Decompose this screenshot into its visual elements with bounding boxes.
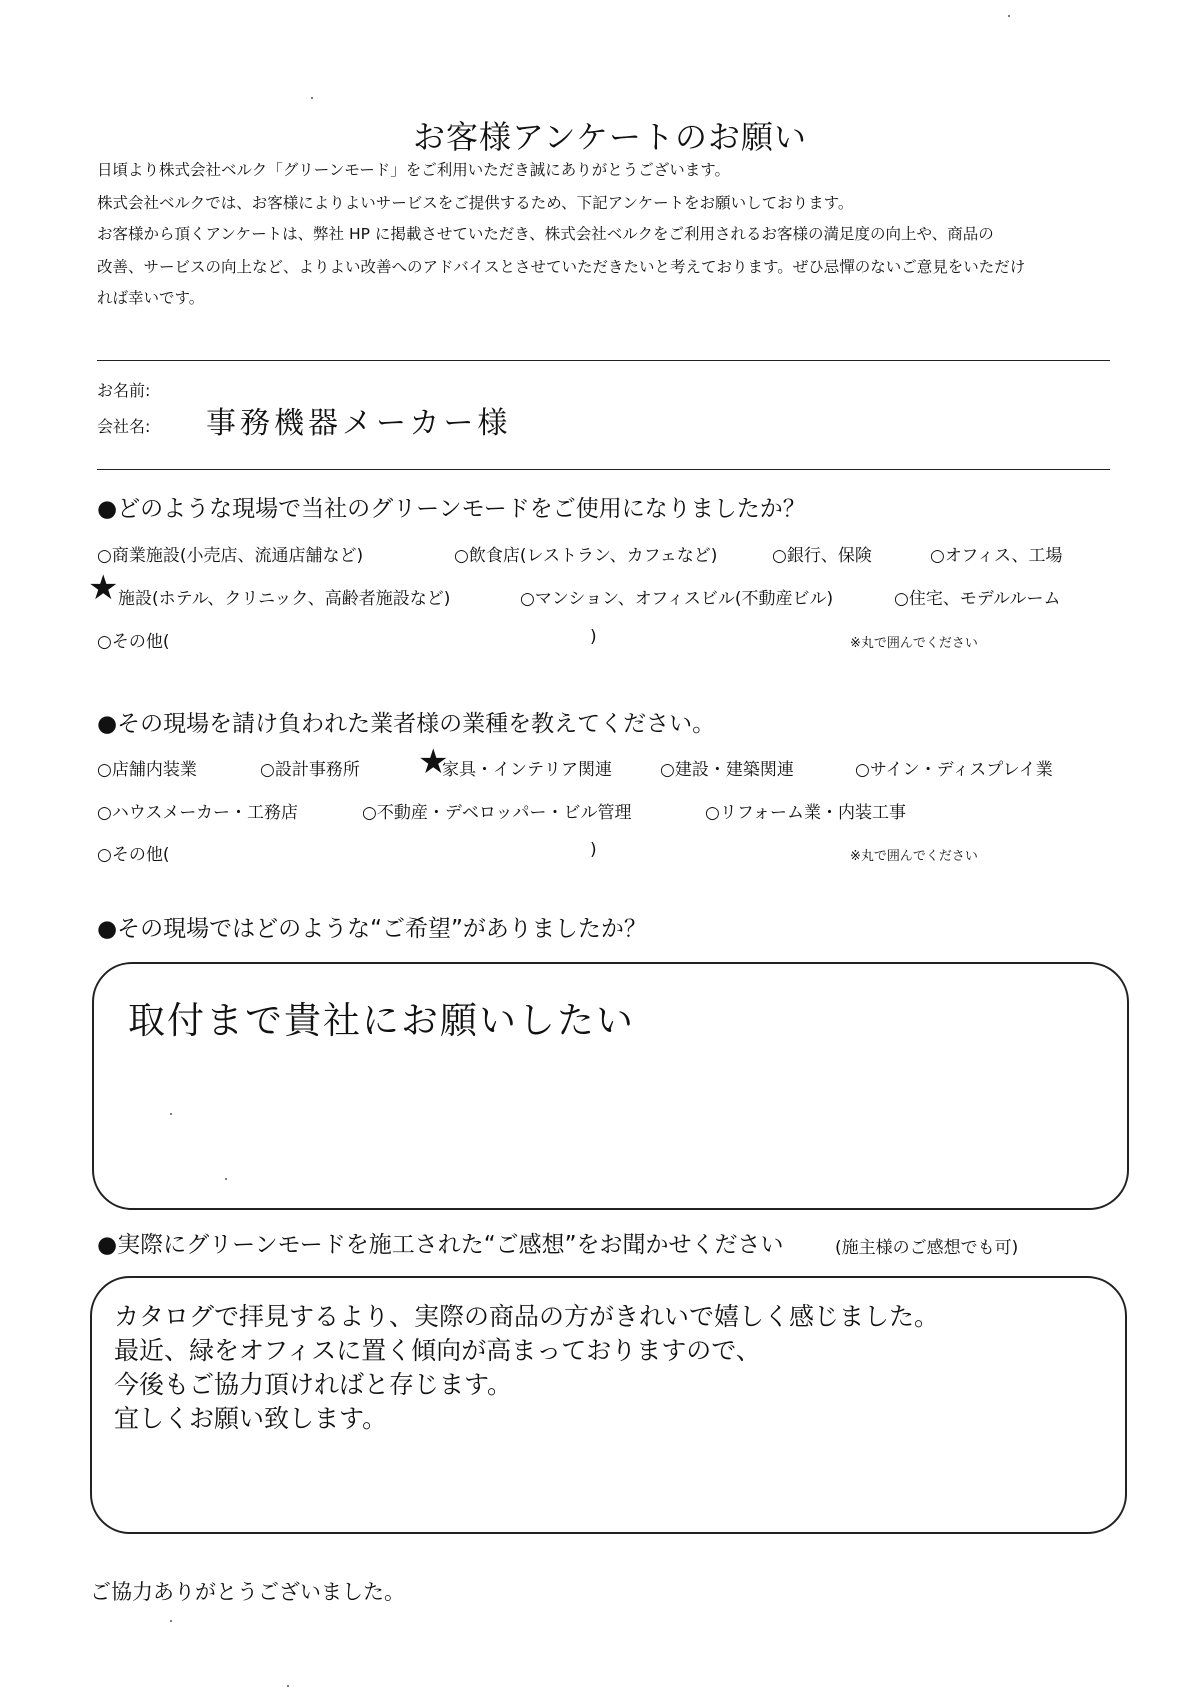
- q1-option-mansion: ○マンション、オフィスビル(不動産ビル): [520, 589, 834, 609]
- q1-option-facility: 施設(ホテル、クリニック、高齢者施設など): [118, 589, 451, 609]
- q2-option-interior-store: ○店舗内装業: [97, 760, 197, 780]
- q1-option-bank: ○銀行、保険: [772, 546, 872, 566]
- scan-speck: [170, 1620, 172, 1622]
- divider-customer: [97, 469, 1110, 470]
- thanks-message: ご協力ありがとうございました。: [90, 1580, 405, 1604]
- company-label: 会社名:: [97, 417, 151, 436]
- q2-option-design-office: ○設計事務所: [260, 760, 360, 780]
- page-title: お客様アンケートのお願い: [412, 118, 808, 156]
- q1-note: ※丸で囲んでください: [850, 636, 978, 651]
- scan-speck: [311, 97, 313, 99]
- divider-top: [97, 360, 1110, 361]
- q2-option-house-maker: ○ハウスメーカー・工務店: [97, 803, 298, 823]
- q2-option-construction: ○建設・建築関連: [660, 760, 794, 780]
- q2-option-furniture: 家具・インテリア関連: [442, 760, 612, 780]
- selected-star-icon: ★: [88, 568, 119, 608]
- q4-answer: カタログで拝見するより、実際の商品の方がきれいで嬉しく感じました。 最近、緑をオフィスに置く傾向が高まっておりますので、 今後もご協力頂ければと存じます。 宜しくお願い致します。: [114, 1302, 940, 1433]
- q2-option-reform: ○リフォーム業・内装工事: [705, 803, 906, 823]
- q2-note: ※丸で囲んでください: [850, 849, 978, 864]
- q1-other-close: ): [590, 627, 597, 647]
- q2-other-label: ○その他(: [97, 845, 170, 865]
- q1-option-restaurant: ○飲食店(レストラン、カフェなど): [454, 546, 718, 566]
- intro-line-2: 株式会社ベルクでは、お客様によりよいサービスをご提供するため、下記アンケートをお願いしております。: [97, 194, 854, 212]
- scan-speck: [225, 1178, 227, 1180]
- q1-option-housing: ○住宅、モデルルーム: [894, 589, 1061, 609]
- q4-question-note: (施主様のご感想でも可): [835, 1238, 1019, 1258]
- q1-question: ●どのような現場で当社のグリーンモードをご使用になりましたか？: [97, 496, 806, 522]
- q1-option-commercial: ○商業施設(小売店、流通店舗など): [97, 546, 364, 566]
- q1-option-office: ○オフィス、工場: [930, 546, 1063, 566]
- q2-question: ●その現場を請け負われた業者様の業種を教えてください。: [97, 711, 716, 737]
- q2-other-close: ): [590, 840, 597, 860]
- selected-star-icon: ★: [418, 742, 449, 782]
- scan-speck: [1008, 15, 1010, 17]
- name-label: お名前:: [97, 381, 151, 400]
- company-value: 事務機器メーカー様: [206, 406, 512, 441]
- q4-question: ●実際にグリーンモードを施工された“ご感想”をお聞かせください: [97, 1232, 784, 1258]
- q2-option-real-estate: ○不動産・デベロッパー・ビル管理: [362, 803, 632, 823]
- intro-line-1: 日頃より株式会社ベルク「グリーンモード」をご利用いただき誠にありがとうございます。: [97, 161, 731, 179]
- q3-question: ●その現場ではどのような“ご希望”がありましたか？: [97, 916, 647, 942]
- intro-line-4: 改善、サービスの向上など、よりよい改善へのアドバイスとさせていただきたいと考えております。ぜひ忌憚のないご意見をいただけ: [97, 258, 1026, 276]
- scan-speck: [287, 1685, 289, 1687]
- q2-option-sign-display: ○サイン・ディスプレイ業: [855, 760, 1053, 780]
- intro-line-3: お客様から頂くアンケートは、弊社 HP に掲載させていただき、株式会社ベルクをご利用されるお客様の満足度の向上や、商品の: [97, 225, 994, 243]
- q3-answer: 取付まで貴社にお願いしたい: [128, 999, 635, 1042]
- q1-other-label: ○その他(: [97, 632, 170, 652]
- scan-speck: [170, 1113, 172, 1115]
- intro-line-5: れば幸いです。: [97, 289, 205, 307]
